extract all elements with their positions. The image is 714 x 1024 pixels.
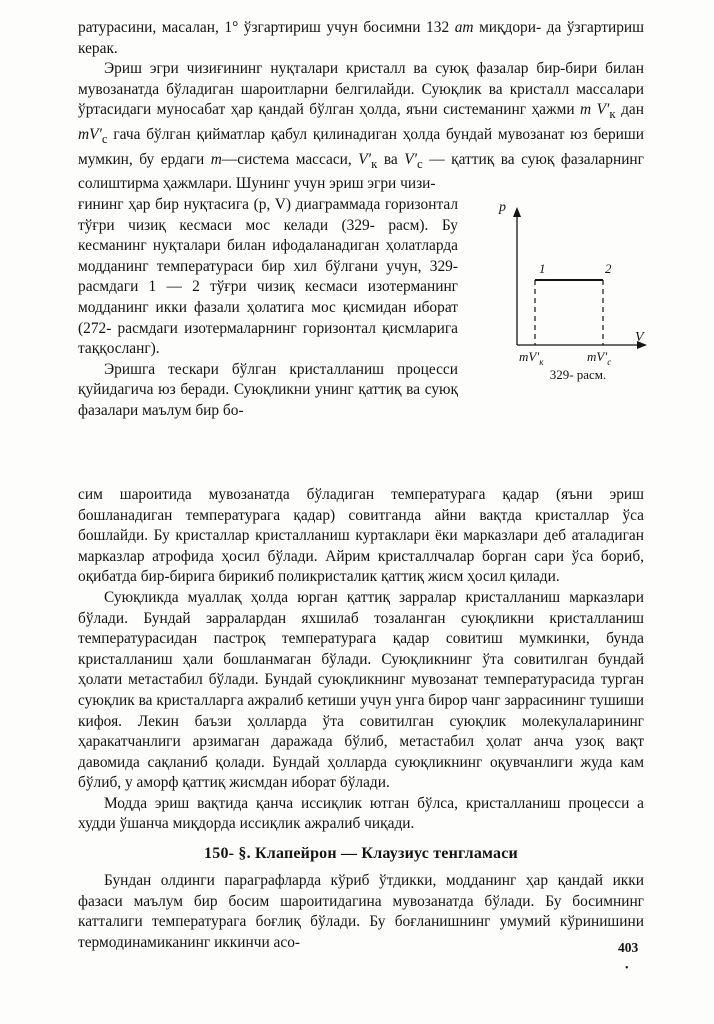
tick-label-mvk-main: mV′ — [519, 348, 540, 364]
paragraph-melting-curve — [78, 59, 644, 195]
figure-wrap-block — [78, 195, 644, 485]
paragraph-latent-heat — [78, 794, 644, 835]
paragraph-crystallization-rest — [78, 485, 644, 588]
text-line: миқдори- — [479, 19, 542, 36]
tick-label-mvc-main: mV′ — [587, 348, 608, 364]
text-run: сим шароитида мувозанатда бўладиган температурага қадар (яъни эриш бошланадиган температурага қадар) совитганда айни вақтда кристаллар ўса бошлайди. Бу кристаллар кристалланиш куртаклари ёки марказлари деб аталадиган марказлар атрофида ҳосил бўлади. Айрим кристаллчалар борган сари ўса бориб, оқибатда бир-бирига бирикиб поликристалик қаттиқ жисм ҳосил қилади. — [78, 485, 644, 586]
formula-vk: V′ — [358, 150, 372, 168]
paragraph-continuation — [78, 18, 644, 59]
subscript: с — [101, 132, 108, 147]
tick-label-mvc-sub: с — [607, 356, 612, 367]
point-label-1: 1 — [539, 260, 546, 276]
tick-label-mvc — [587, 349, 611, 367]
section-heading: 150- §. Клапейрон — Клаузиус тенгламаси — [204, 845, 518, 863]
paragraph-crystallization — [78, 360, 458, 422]
axis-label-v: V — [635, 329, 644, 345]
text-run: — қаттиқ ва суюқ фазаларнинг солиштирма ҳажмлари. Шунинг учун эриш эгри чизи- — [78, 150, 644, 193]
text-line: да ўзгартириш керак. — [78, 19, 645, 57]
page-body — [78, 18, 644, 953]
axis-label-p: p — [499, 199, 506, 215]
text-run: ғининг ҳар бир нуқтасига (p, V) диаграммада горизонтал тўғри чизиқ кесмаси мос келади (329- расм). Бу кесманинг нуқталари билан ифодаланадиган ҳолатларда модданинг температураси бир хил бўлгани учун, 329- расмдаги 1 — 2 тўғри чизиқ кесмаси изотерманинг модданинг икки фазали ҳолатига мос қисмидан иборат (272- расмдаги изотермаларнинг горизонтал қисмларига таққосланг). — [78, 195, 458, 358]
text-run: ва — [383, 150, 398, 168]
text-run: Бундан олдинги параграфларда кўриб ўтдикки, модданинг ҳар қандай икки фазаси маълум бир босим шароитидагина мувозанатда бўлади. Бу босимнинг катталиги температурага боғлиқ бўлади. Бу боғланишнинг умумий кўринишини термодинамиканинг иккинчи асо- — [78, 872, 644, 951]
pv-diagram — [483, 195, 648, 370]
page-number: 403 — [618, 940, 639, 955]
paragraph-supercooling — [78, 588, 644, 794]
tick-label-mvk — [519, 349, 544, 367]
text-run: Суюқликда муаллақ ҳолда юрган қаттиқ зарралар кристалланиш марказлари бўлади. Бундай зарралардан яхшилаб тозаланган суюқликни кристалланиш температурасидан пастроқ температурага қадар совитиш мумкинки, бунда кристалланиш ҳали бошланмаган бўлади. Суюқликнинг ўта совитилган бундай ҳолати метастабил бўлади. Бундай суюқликнинг мувозанат температурасида турган суюқлик ва кристалларга ажралиб кетиши учун унга бирор чанг заррасининг тушиши кифоя. Лекин баъзи ҳолларда ўта совитилган суюқлик молекулаларининг ҳаракатчанлиги арзимаган даражада бўлиб, метастабил ҳолат анча узоқ вақт давомида сақланиб қолади. Бундай ҳолларда суюқликнинг оқувчанлиги жуда кам бўлиб, у аморф қаттиқ жисмдан иборат бўлади. — [78, 588, 644, 792]
text-run: —система массаси, — [221, 150, 352, 168]
text-run: Эриш эгри чизиғининг нуқталари кристалл ва суюқ фазалар бир-бири билан мувозанатда бўладиган шароитларни белгилайди. Суюқлик ва кристалл массалари ўртасидаги муносабат ҳар қандай бўлган ҳолда, яъни системанинг ҳажми — [78, 60, 644, 119]
formula-m: m — [210, 150, 222, 168]
paragraph-clapeyron-intro — [78, 871, 644, 953]
formula-m-vc: mV′ — [78, 126, 102, 144]
p-axis-arrow — [513, 207, 521, 217]
figure-329 — [483, 195, 648, 400]
tick-label-mvk-sub: к — [539, 356, 544, 367]
figure-caption: 329- расм. — [549, 366, 607, 382]
page-mark: • — [625, 963, 629, 974]
paragraph-wrapped — [78, 195, 458, 360]
text-run: Модда эриш вақтида қанча иссиқлик ютган бўлса, кристалланиш процесси а худди ўшанча миқдорда иссиқлик ажралиб чиқади. — [78, 794, 644, 833]
unit-at: ат — [454, 19, 474, 36]
text-run: дан — [621, 101, 644, 119]
point-label-2: 2 — [605, 260, 612, 276]
formula-m-vk: m V′ — [580, 101, 610, 119]
text-run: гача бўлган қийматлар қабул қилинадиган ҳолда бундай мувозанат юз бериши мумкин, бу ердаги — [78, 126, 644, 168]
text-line: ратурасини, масалан, 1° ўзгартириш учун босимни 132 — [78, 19, 450, 36]
text-run: Эришга тескари бўлган кристалланиш процесси қуйидагича юз беради. Суюқликни унинг қаттиқ ва суюқ фазалари маълум бир бо- — [78, 360, 458, 419]
formula-vc: V′ — [404, 150, 418, 168]
subscript: к — [609, 107, 616, 122]
subscript: к — [371, 156, 378, 171]
subscript: с — [417, 156, 423, 171]
